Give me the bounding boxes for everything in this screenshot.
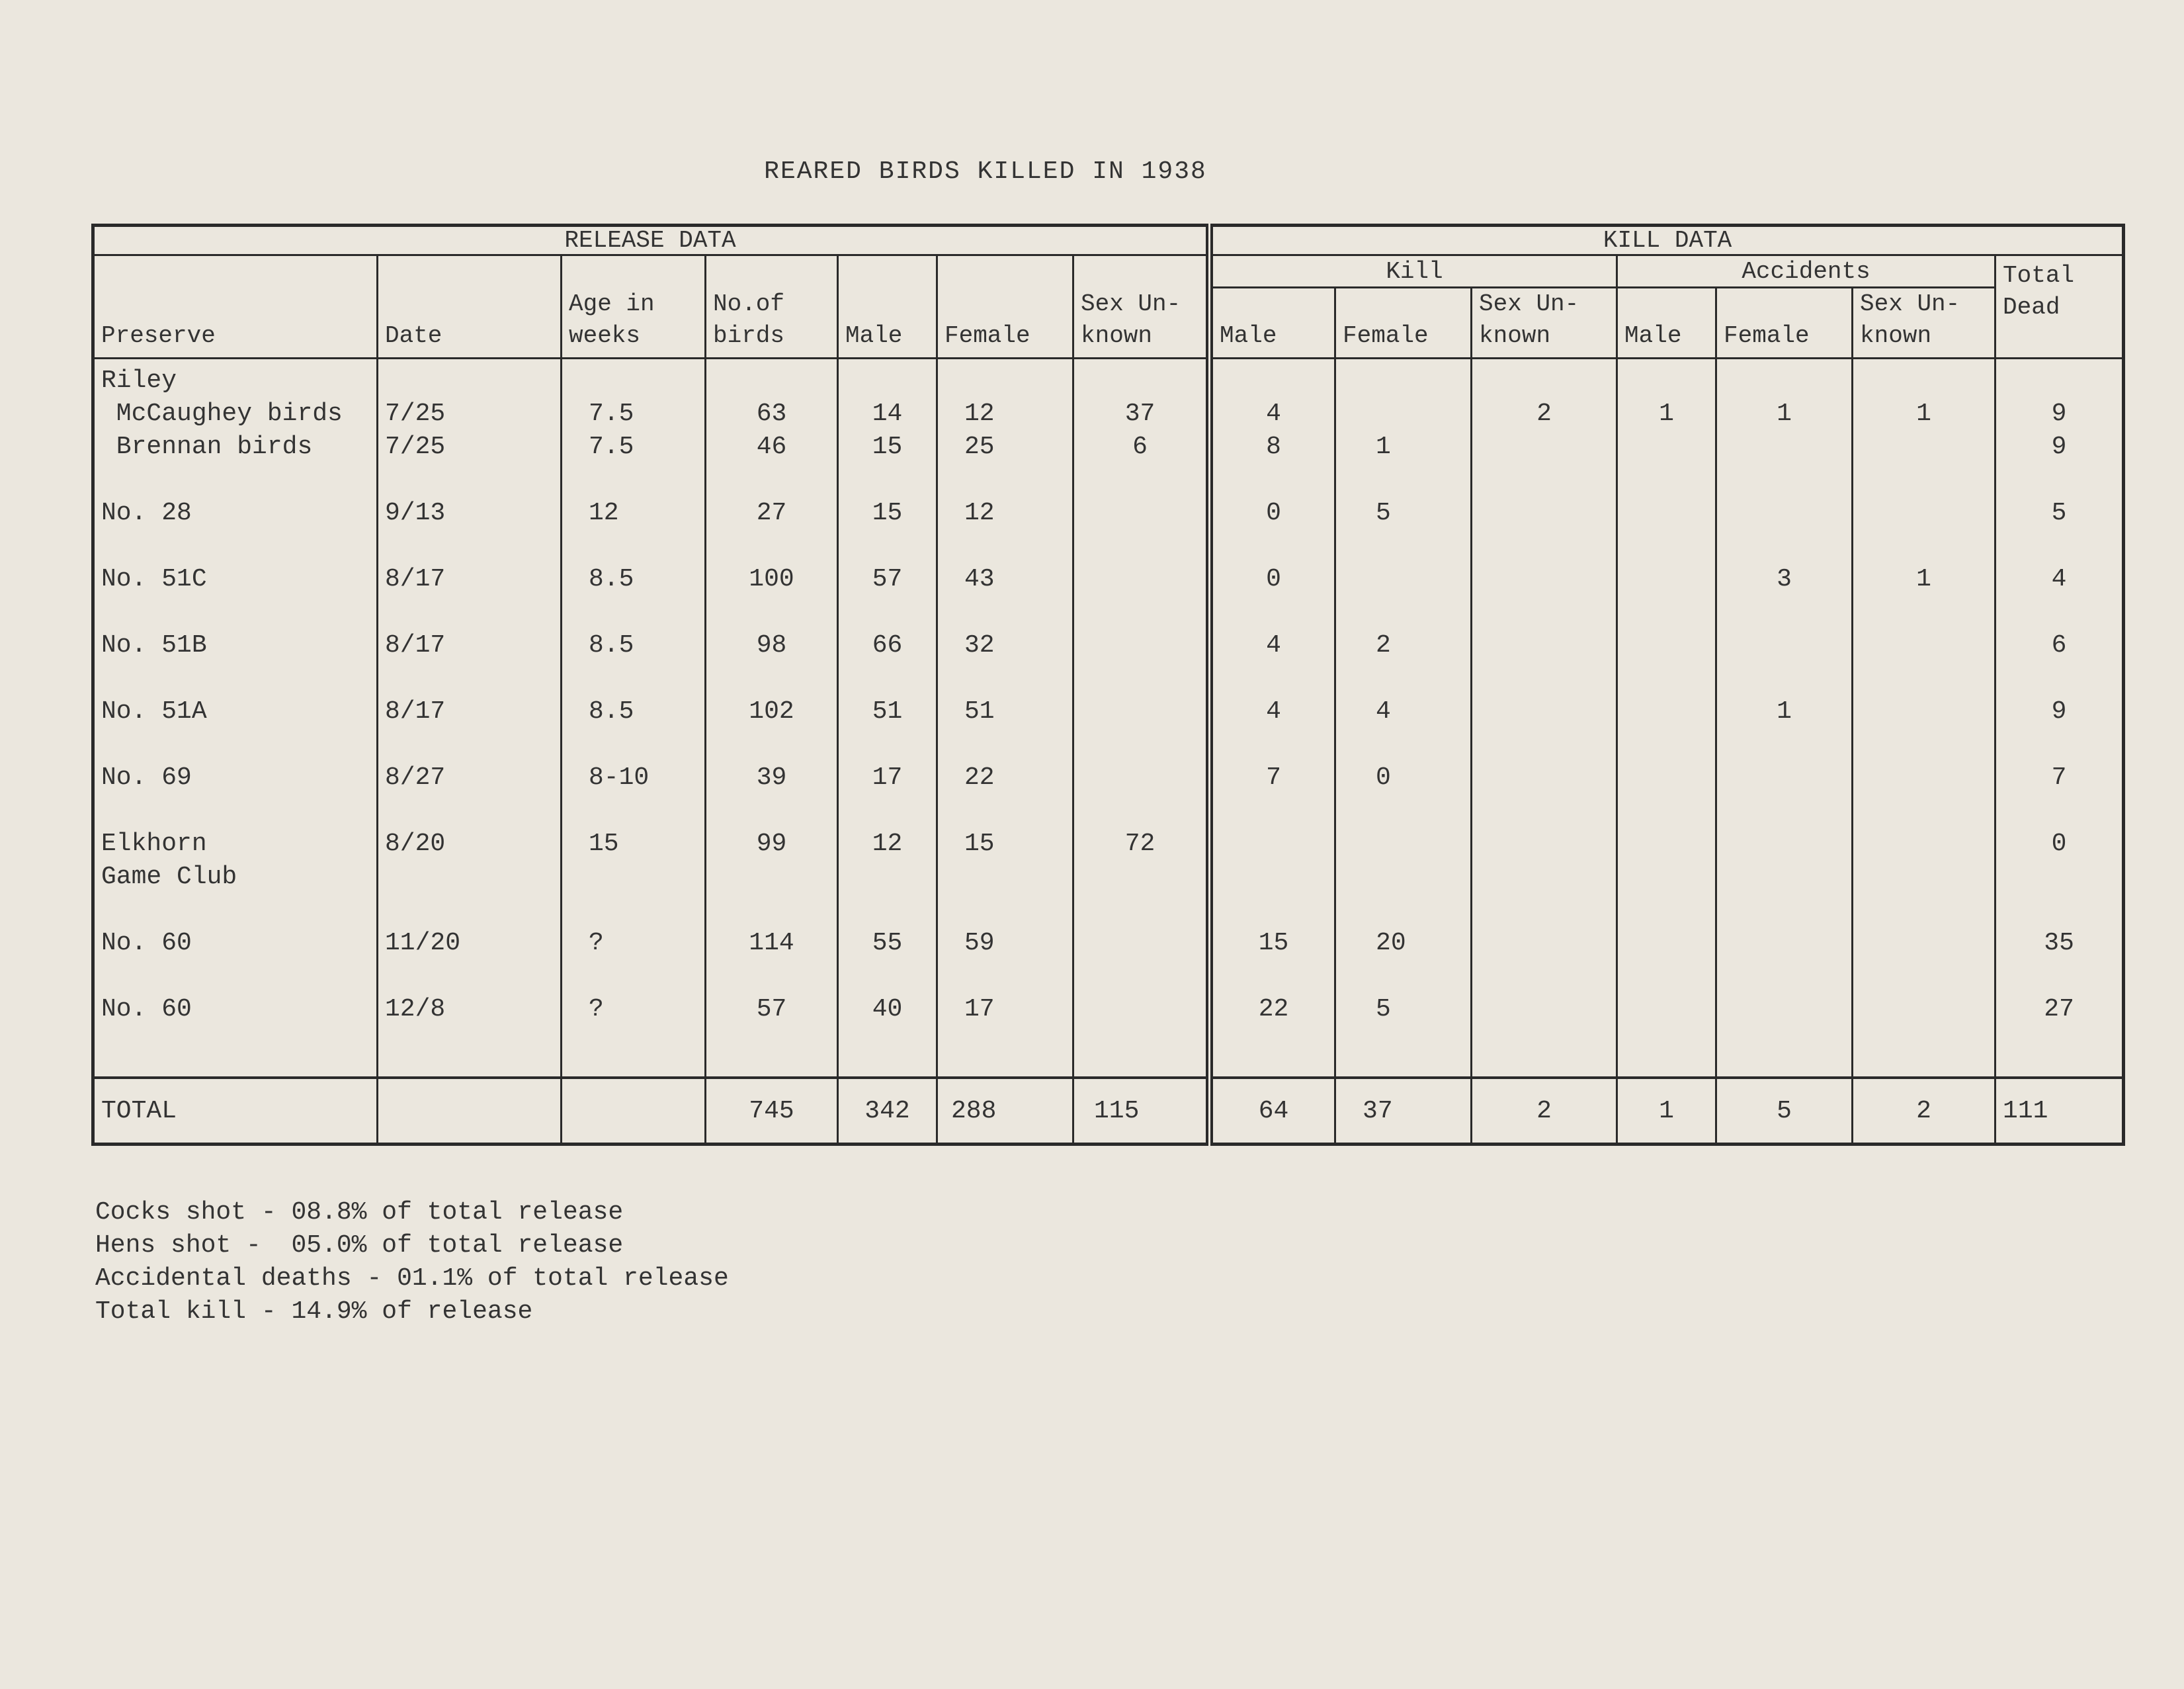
col-header-male: Male <box>838 255 937 359</box>
kill-data-header: KILL DATA <box>1210 226 2124 255</box>
col-header-total-dead: Total Dead <box>1995 255 2124 359</box>
col-header-sex-unknown: Sex Un- known <box>1073 255 1210 359</box>
male-column: 14 15 15 57 66 51 17 12 55 40 <box>838 359 937 1078</box>
accidents-subheader: Accidents <box>1617 255 1995 288</box>
no-birds-column: 63 46 27 100 98 102 39 99 114 57 <box>706 359 838 1078</box>
preserve-column: Riley McCaughey birds Brennan birds No. 28 No. 51C No. 51B No. 51A No. 69 Elkhorn Game Club No. 60 No. 60 <box>93 359 378 1078</box>
total-row <box>93 1078 2124 1145</box>
document-title: REARED BIRDS KILLED IN 1938 <box>764 157 1207 186</box>
col-header-female: Female <box>937 255 1073 359</box>
sex-unknown-column: 37 6 72 <box>1073 359 1210 1078</box>
total-total-dead: 111 <box>1995 1078 2124 1145</box>
total-female: 288 <box>937 1078 1073 1145</box>
total-male: 342 <box>838 1078 937 1145</box>
table-body-row <box>93 359 2124 1078</box>
date-column: 7/25 7/25 9/13 8/17 8/17 8/17 8/27 8/20 11/20 12/8 <box>378 359 562 1078</box>
age-column: 7.5 7.5 12 8.5 8.5 8.5 8-10 15 ? ? <box>562 359 706 1078</box>
kill-male-column: 4 8 0 0 4 4 7 15 22 <box>1210 359 1335 1078</box>
total-kill-female: 37 <box>1335 1078 1472 1145</box>
col-header-kill-sex-unknown: Sex Un- known <box>1472 288 1617 359</box>
col-header-kill-female: Female <box>1335 288 1472 359</box>
kill-female-column: 1 5 2 4 0 20 5 <box>1335 359 1472 1078</box>
total-age-empty <box>562 1078 706 1145</box>
total-sex-unknown: 115 <box>1073 1078 1210 1145</box>
total-dead-column: 9 9 5 4 6 9 7 0 35 27 <box>1995 359 2124 1078</box>
col-header-kill-male: Male <box>1210 288 1335 359</box>
col-header-acc-female: Female <box>1716 288 1853 359</box>
col-header-age: Age in weeks <box>562 255 706 359</box>
note-line: Hens shot - 05.0% of total release <box>95 1231 624 1260</box>
col-header-preserve: Preserve <box>93 255 378 359</box>
note-line: Total kill - 14.9% of release <box>95 1297 533 1326</box>
col-header-acc-sex-unknown: Sex Un- known <box>1853 288 1995 359</box>
kill-sex-unknown-column: 2 <box>1472 359 1617 1078</box>
total-kill-male: 64 <box>1210 1078 1335 1145</box>
acc-male-column: 1 <box>1617 359 1716 1078</box>
release-kill-table <box>91 224 2125 1146</box>
total-label: TOTAL <box>93 1078 378 1145</box>
col-header-acc-male: Male <box>1617 288 1716 359</box>
total-date-empty <box>378 1078 562 1145</box>
note-line: Accidental deaths - 01.1% of total release <box>95 1264 729 1293</box>
summary-notes <box>95 1196 729 1328</box>
acc-sex-unknown-column: 1 1 <box>1853 359 1995 1078</box>
kill-subheader: Kill <box>1210 255 1617 288</box>
total-acc-male: 1 <box>1617 1078 1716 1145</box>
col-header-no-birds: No.of birds <box>706 255 838 359</box>
total-acc-female: 5 <box>1716 1078 1853 1145</box>
total-kill-sex-unknown: 2 <box>1472 1078 1617 1145</box>
total-acc-sex-unknown: 2 <box>1853 1078 1995 1145</box>
female-column: 12 25 12 43 32 51 22 15 59 17 <box>937 359 1073 1078</box>
total-no-birds: 745 <box>706 1078 838 1145</box>
acc-female-column: 1 3 1 <box>1716 359 1853 1078</box>
col-header-date: Date <box>378 255 562 359</box>
release-data-header: RELEASE DATA <box>93 226 1210 255</box>
note-line: Cocks shot - 08.8% of total release <box>95 1198 624 1227</box>
